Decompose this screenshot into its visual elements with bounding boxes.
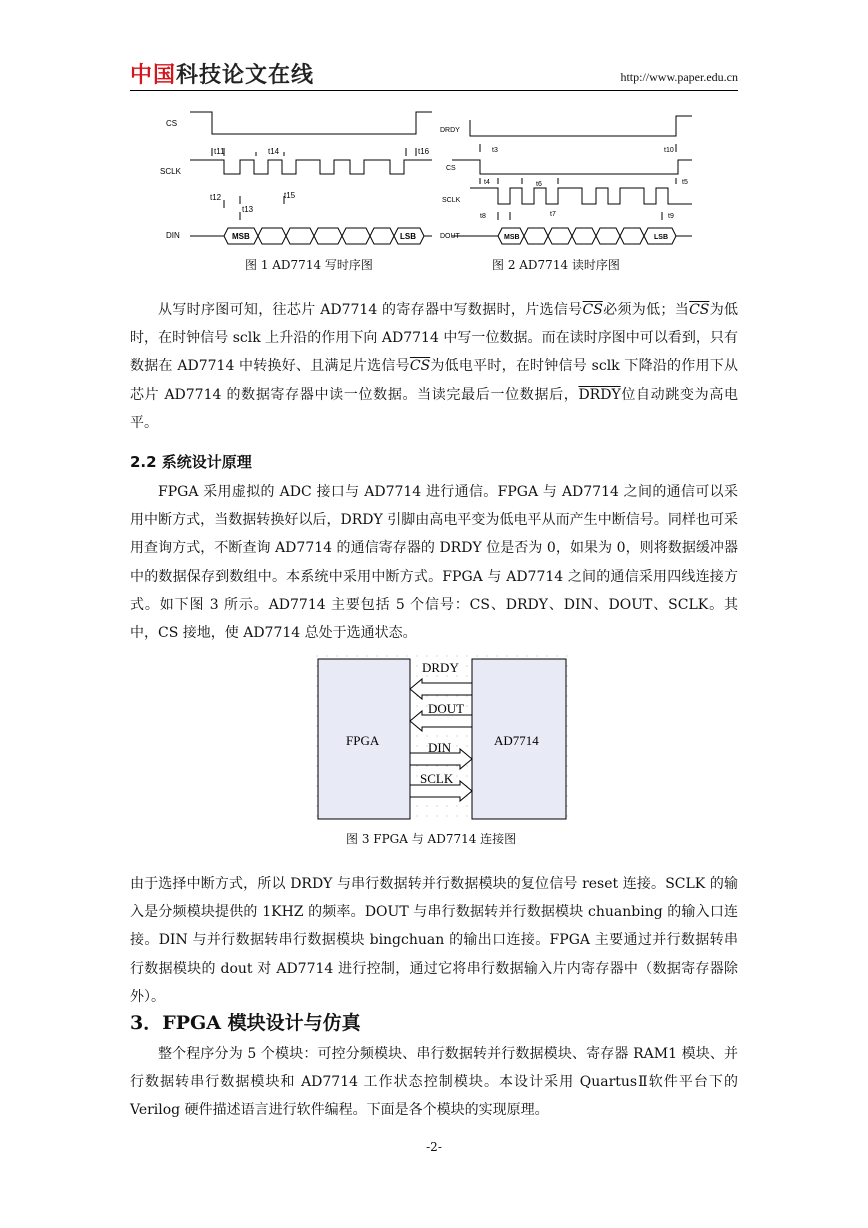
- section-3-title: 3．FPGA 模块设计与仿真: [130, 1012, 361, 1034]
- fig2-label-t3: t3: [492, 147, 498, 154]
- para1-text-1: 从写时序图可知，往芯片 AD7714 的寄存器中写数据时，片选信号: [158, 302, 583, 318]
- fig2-signal-dout: DOUT: [440, 233, 460, 240]
- logo-red-text: 中国: [130, 63, 177, 88]
- para1-text-2: 必须为低；当: [602, 302, 690, 318]
- fig1-label-msb: MSB: [232, 232, 250, 241]
- paragraph-timing-explanation: [130, 296, 738, 437]
- drdy-overline: DRDY: [578, 386, 621, 403]
- fig3-signal-drdy: DRDY: [422, 660, 459, 675]
- figure3-caption: 图 3 FPGA 与 AD7714 连接图: [346, 832, 517, 846]
- site-logo: [130, 58, 314, 89]
- fig2-signal-cs: CS: [446, 165, 456, 172]
- para1-text-4: 为低电平时，在时钟信号 sclk 下降沿的作用下从芯片 AD7714 的数据寄存器中读一位数据。当读完最后一位数据后，: [130, 358, 738, 403]
- fig2-label-t7: t7: [550, 211, 556, 218]
- fig2-label-msb: MSB: [504, 234, 520, 241]
- fig3-block-fpga: FPGA: [346, 733, 380, 748]
- cs-overline-2: $\overline{CS}$: [689, 302, 710, 318]
- fig2-signal-drdy: DRDY: [440, 127, 460, 134]
- fig1-signal-cs: CS: [166, 119, 178, 128]
- section-2-2-text: FPGA 采用虚拟的 ADC 接口与 AD7714 进行通信。FPGA 与 AD7714 之间的通信可以采用中断方式，当数据转换好以后，DRDY 引脚由高电平变为低电平从而产生中断信号。同样也可采用查询方式，不断查询 AD7714 的通信寄存器的 DRDY 位是否为 0，如果为 0，则将数据缓冲器中的数据保存到数组中。本系统中采用中断方式。FPGA 与 AD7714 之间的通信采用四线连接方式。如下图 3 所示。AD7714 主要包括 5 个信号：CS、DRDY、DIN、DOUT、SCLK。其中，CS 接地，使 AD7714 总处于选通状态。: [130, 484, 738, 642]
- section-3-text: 整个程序分为 5 个模块：可控分频模块、串行数据转并行数据模块、寄存器 RAM1 模块、并行数据转串行数据模块和 AD7714 工作状态控制模块。本设计采用 QuartusⅡ软件平台下的 Verilog 硬件描述语言进行软件编程。下面是各个模块的实现原理。: [130, 1046, 738, 1119]
- fig1-label-t14: t14: [268, 147, 280, 156]
- header-rule: [130, 90, 738, 91]
- figure2-caption: 图 2 AD7714 读时序图: [492, 258, 620, 272]
- fig1-label-lsb: LSB: [400, 232, 416, 241]
- cs-overline-3: $\overline{CS}$: [409, 358, 431, 375]
- fig2-label-t8: t8: [480, 213, 486, 220]
- fig3-signal-dout: DOUT: [428, 701, 465, 716]
- fig1-label-t15: t15: [284, 191, 296, 200]
- para1-text-5: 位自动跳变为高电平。: [130, 386, 738, 431]
- fig1-signal-din: DIN: [166, 231, 180, 240]
- fig2-label-t9: t9: [668, 213, 674, 220]
- figure2-read-timing: [440, 112, 700, 248]
- paragraph-interrupt-mode: 由于选择中断方式，所以 DRDY 与串行数据转并行数据模块的复位信号 reset 连接。SCLK 的输入是分频模块提供的 1KHZ 的频率。DOUT 与串行数据转并行数据模块 chuanbing 的输入口连接。DIN 与并行数据转串行数据模块 bingchuan 的输出口连接。FPGA 主要通过并行数据转串行数据模块的 dout 对 AD7714 进行控制，通过它将串行数据输入片内寄存器中（数据寄存器除外）。: [130, 876, 738, 1005]
- fig3-signal-din: DIN: [428, 740, 452, 755]
- fig1-label-t13: t13: [242, 205, 254, 214]
- fig1-label-t11: t11: [214, 147, 225, 156]
- fig2-label-t6: t6: [536, 181, 542, 188]
- figure3-connection-diagram: [316, 655, 570, 823]
- page-number: -2-: [426, 1140, 442, 1154]
- fig3-signal-sclk: SCLK: [420, 771, 454, 786]
- fig2-label-t4: t4: [484, 179, 490, 186]
- section-2-2-title: 2.2 系统设计原理: [130, 453, 252, 471]
- fig1-label-t16: t16: [418, 147, 430, 156]
- fig1-signal-sclk: SCLK: [160, 167, 181, 176]
- fig2-signal-sclk: SCLK: [442, 197, 461, 204]
- figure1-write-timing: [160, 108, 440, 248]
- fig3-block-ad7714: AD7714: [494, 733, 539, 748]
- cs-overline-1: $\overline{CS}$: [582, 302, 603, 318]
- fig2-label-t10: t10: [664, 147, 674, 154]
- logo-black-text: 科技论文在线: [176, 63, 315, 88]
- fig1-label-t12: t12: [210, 193, 222, 202]
- figure1-caption: 图 1 AD7714 写时序图: [245, 258, 373, 272]
- para1-text-3: 为低时，在时钟信号 sclk 上升沿的作用下向 AD7714 中写一位数据。而在读时序图中可以看到，只有数据在 AD7714 中转换好、且满足片选信号: [130, 302, 739, 375]
- header-url[interactable]: http://www.paper.edu.cn: [620, 70, 738, 84]
- fig2-label-lsb: LSB: [654, 234, 668, 241]
- fig2-label-t5: t5: [682, 179, 688, 186]
